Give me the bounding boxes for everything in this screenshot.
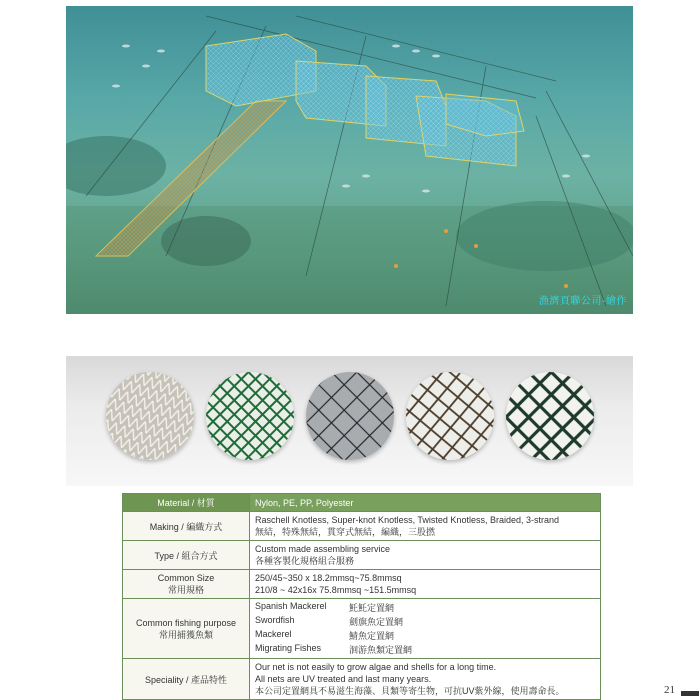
material-value: Nylon, PE, PP, Polyester	[250, 494, 601, 512]
material-label: Material / 材質	[123, 494, 250, 512]
gray-knot-net-sample	[306, 372, 394, 460]
fish-item-zh: 劍旗魚定置網	[349, 617, 404, 627]
type-row	[123, 541, 601, 570]
speciality-line-3: 本公司定置網具不易滋生海藻、貝類等寄生物，可抗UV紫外線，使用壽命長。	[255, 686, 565, 696]
fish-item-zh: 鯖魚定置網	[349, 631, 395, 641]
page-number: 21	[664, 684, 675, 696]
speciality-line-1: Our net is not easily to grow algae and shells for a long time.	[255, 662, 497, 672]
fish-item-en: Swordfish	[255, 615, 295, 625]
size-value-2: 210/8 ~ 42x16x 75.8mmsq ~151.5mmsq	[255, 585, 417, 595]
type-value-zh: 各種客製化規格組合服務	[255, 556, 355, 566]
making-value-en: Raschell Knotless, Super-knot Knotless, Twisted Knotless, Braided, 3-strand	[255, 515, 559, 525]
fish-item-zh: 魠魠定置網	[349, 603, 395, 613]
fish-item-zh: 洄游魚類定置網	[349, 645, 413, 655]
dark-green-braided-net-sample	[506, 372, 594, 460]
making-row	[123, 512, 601, 541]
type-value-en: Custom made assembling service	[255, 544, 391, 554]
brown-knot-net-sample	[406, 372, 494, 460]
illustration-credit: 漁濟頁聯公司-繪作	[538, 296, 627, 307]
set-net-illustration	[66, 6, 633, 314]
size-row	[123, 570, 601, 599]
type-label: Type / 組合方式	[123, 541, 250, 570]
page-number-bar	[681, 691, 699, 696]
fish-item-en: Mackerel	[255, 629, 292, 639]
white-knotless-net-sample	[106, 372, 194, 460]
catalog-page	[66, 6, 675, 696]
fishing-label-en: Common fishing purpose	[135, 617, 237, 628]
size-label-en: Common Size	[157, 573, 215, 583]
size-label-zh: 常用規格	[167, 585, 204, 595]
making-label: Making / 編織方式	[123, 512, 250, 541]
spec-table	[122, 493, 601, 700]
material-row	[123, 494, 601, 512]
making-value-zh: 無結，特殊無結，貫穿式無結，編織，三股撚	[255, 527, 436, 537]
green-knotless-net-sample	[206, 372, 294, 460]
speciality-row	[123, 659, 601, 700]
fish-item-en: Migrating Fishes	[255, 643, 322, 653]
fishing-row	[123, 599, 601, 659]
speciality-line-2: All nets are UV treated and last many years.	[255, 674, 432, 684]
size-value-1: 250/45~350 x 18.2mmsq~75.8mmsq	[255, 573, 402, 583]
fishing-label-zh: 常用捕獲魚類	[158, 629, 213, 640]
speciality-label: Speciality / 產品特性	[123, 659, 250, 700]
fish-item-en: Spanish Mackerel	[255, 601, 327, 611]
fishing-list	[255, 601, 595, 656]
